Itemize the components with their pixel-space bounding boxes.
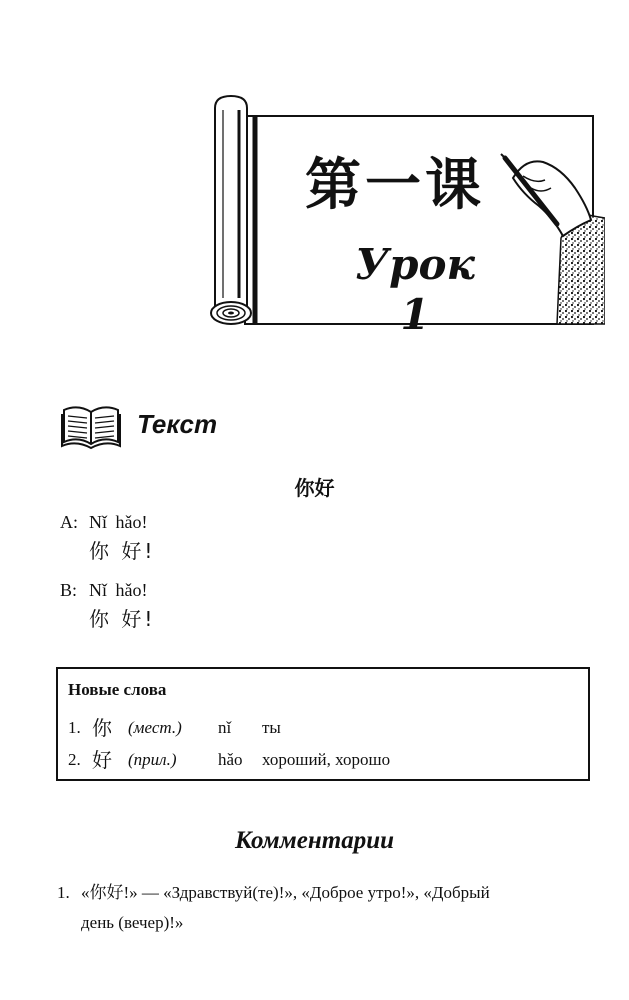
vocab-number: 1. bbox=[68, 718, 81, 737]
vocab-part-of-speech: (мест.) bbox=[128, 718, 182, 737]
commentary-number: 1. bbox=[57, 883, 70, 902]
vocab-meaning: ты bbox=[262, 718, 281, 737]
vocab-hanzi: 你 bbox=[92, 716, 112, 740]
new-words-title: Новые слова bbox=[68, 680, 167, 699]
commentary-text-line2: день (вечер)!» bbox=[81, 913, 184, 932]
lesson-title-chinese: 第一课 bbox=[305, 152, 485, 218]
vocab-meaning: хороший, хорошо bbox=[262, 750, 391, 769]
dialogue-title: 你好 bbox=[294, 476, 335, 500]
vocab-part-of-speech: (прил.) bbox=[128, 750, 177, 769]
dialogue-pinyin: Nǐ hǎo! bbox=[89, 512, 148, 532]
new-words-box bbox=[56, 667, 590, 781]
vocab-pinyin: nǐ bbox=[218, 718, 232, 737]
speaker-label: B: bbox=[60, 580, 78, 600]
lesson-title-russian: Урок 1 bbox=[355, 240, 475, 339]
commentary-heading: Комментарии bbox=[234, 827, 395, 854]
vocab-pinyin: hǎo bbox=[218, 750, 243, 769]
dialogue-hanzi: 你 好! bbox=[89, 607, 156, 631]
commentary-text-line1: «你好!» — «Здравствуй(те)!», «Доброе утро!», «Добрый bbox=[81, 883, 490, 902]
vocab-hanzi: 好 bbox=[92, 748, 112, 772]
vocab-number: 2. bbox=[68, 750, 81, 769]
dialogue-pinyin: Nǐ hǎo! bbox=[89, 580, 148, 600]
dialogue-hanzi: 你 好! bbox=[89, 539, 156, 563]
open-book-icon bbox=[60, 400, 122, 450]
section-heading-text: Текст bbox=[137, 409, 218, 439]
speaker-label: A: bbox=[60, 512, 78, 532]
